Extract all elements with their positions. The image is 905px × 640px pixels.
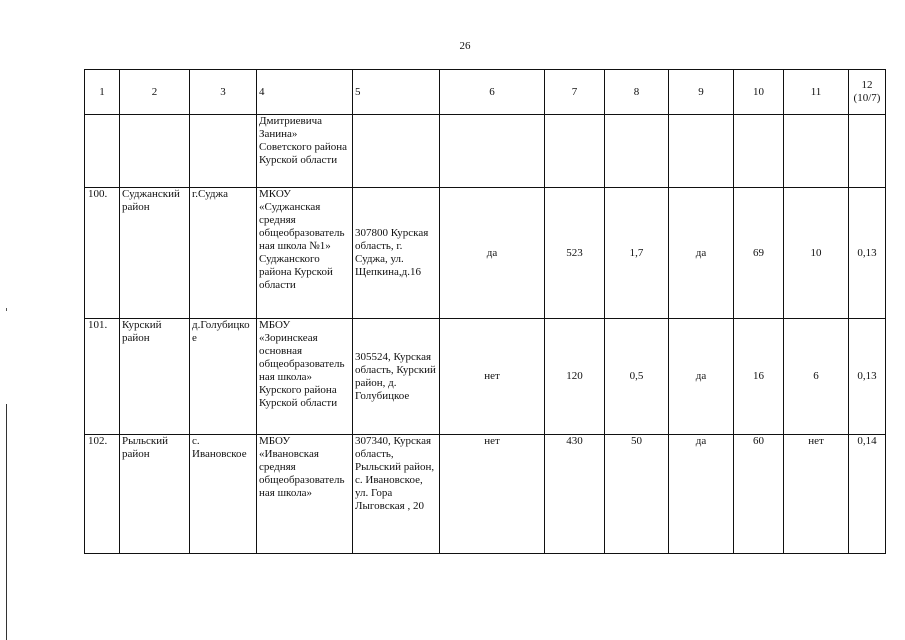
table-cell: [120, 115, 190, 188]
table-cell: [353, 115, 440, 188]
header-cell: 4: [257, 70, 353, 115]
table-row: [85, 319, 886, 435]
table-cell: 0,14: [849, 435, 886, 554]
table-cell: 0,13: [849, 319, 886, 435]
header-cell: 6: [440, 70, 545, 115]
table-cell: [605, 115, 669, 188]
header-cell: 2: [120, 70, 190, 115]
address-cell: 305524, Курская область, Курский район, д. Голубицкое: [353, 319, 440, 435]
page-number: 26: [459, 40, 471, 52]
table-cell: 69: [734, 188, 784, 319]
table-cell: 60: [734, 435, 784, 554]
table-cell: 50: [605, 435, 669, 554]
table-cell: [190, 115, 257, 188]
school-name-cell: МБОУ «Ивановская средняя общеобразовательная школа»: [257, 435, 353, 554]
school-name-cell: МБОУ «Зоринскеая основная общеобразовательная школа» Курского района Курской области: [257, 319, 353, 435]
table-cell: нет: [440, 435, 545, 554]
header-cell: 3: [190, 70, 257, 115]
table-cell: 16: [734, 319, 784, 435]
table-cell: нет: [440, 319, 545, 435]
table-cell: 120: [545, 319, 605, 435]
table-cell: 523: [545, 188, 605, 319]
header-cell: 5: [353, 70, 440, 115]
locality-cell: г.Суджа: [190, 188, 257, 319]
schools-table: [84, 69, 886, 554]
table-cell: 0,13: [849, 188, 886, 319]
table-cell: [669, 115, 734, 188]
table-cell: [545, 115, 605, 188]
table-cell: 1,7: [605, 188, 669, 319]
table-cell: 10: [784, 188, 849, 319]
address-cell: 307340, Курская область, Рыльский район, с. Ивановское, ул. Гора Лыговская , 20: [353, 435, 440, 554]
header-row: [85, 70, 886, 115]
header-cell: 10: [734, 70, 784, 115]
row-number-cell: 102.: [85, 435, 120, 554]
school-name-cell: Дмитриевича Занина» Советского района Курской области: [257, 115, 353, 188]
district-cell: Суджанский район: [120, 188, 190, 319]
table-cell: [784, 115, 849, 188]
table-cell: нет: [784, 435, 849, 554]
margin-rule: [6, 404, 7, 640]
locality-cell: с. Ивановское: [190, 435, 257, 554]
header-cell: 7: [545, 70, 605, 115]
table-cell: да: [669, 188, 734, 319]
table-row: [85, 115, 886, 188]
table-cell: [440, 115, 545, 188]
address-cell: 307800 Курская область, г. Суджа, ул. Щепкина,д.16: [353, 188, 440, 319]
table-cell: 0,5: [605, 319, 669, 435]
school-name-cell: МКОУ «Суджанская средняя общеобразовательная школа №1» Суджанского района Курской области: [257, 188, 353, 319]
table-cell: 6: [784, 319, 849, 435]
row-number-cell: 100.: [85, 188, 120, 319]
table-row: [85, 435, 886, 554]
table-cell: да: [440, 188, 545, 319]
locality-cell: д.Голубицкое: [190, 319, 257, 435]
district-cell: Курский район: [120, 319, 190, 435]
table-cell: [85, 115, 120, 188]
header-cell: 8: [605, 70, 669, 115]
table-cell: да: [669, 435, 734, 554]
header-cell: 12 (10/7): [849, 70, 886, 115]
table-cell: [849, 115, 886, 188]
table-cell: да: [669, 319, 734, 435]
table-row: [85, 188, 886, 319]
table-cell: [734, 115, 784, 188]
row-number-cell: 101.: [85, 319, 120, 435]
district-cell: Рыльский район: [120, 435, 190, 554]
header-cell: 9: [669, 70, 734, 115]
header-cell: 11: [784, 70, 849, 115]
margin-mark: [6, 308, 7, 311]
header-cell: 1: [85, 70, 120, 115]
table-cell: 430: [545, 435, 605, 554]
